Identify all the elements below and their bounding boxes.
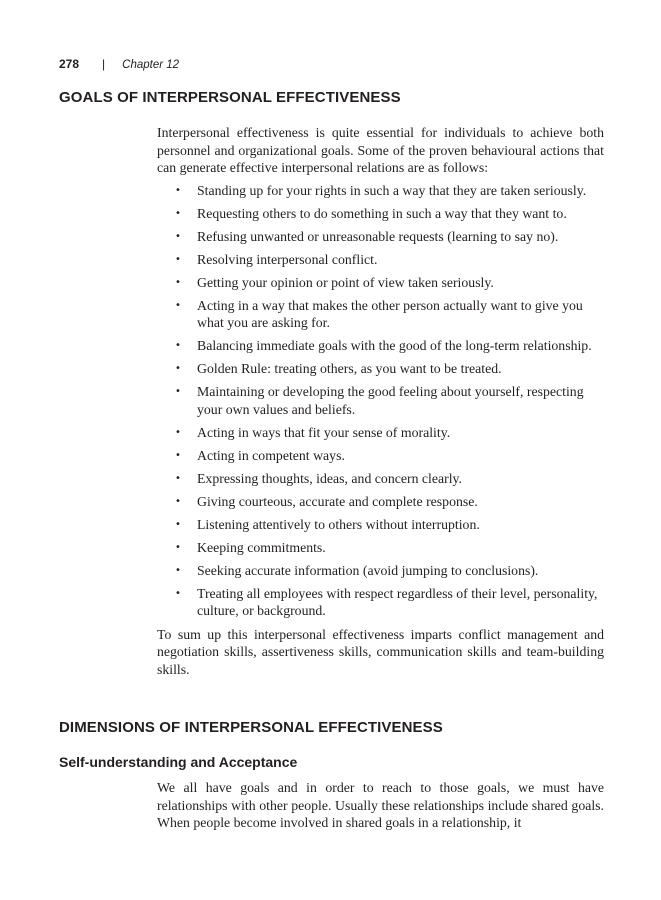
list-item: [157, 516, 604, 534]
list-item-text: Giving courteous, accurate and complete response.: [197, 493, 478, 509]
page-number: 278: [59, 57, 80, 71]
list-item-text: Maintaining or developing the good feeling about yourself, respecting your own values and beliefs.: [197, 384, 584, 417]
list-item: [157, 585, 604, 620]
bullet-icon: •: [175, 207, 181, 219]
list-item-text: Refusing unwanted or unreasonable requests (learning to say no).: [197, 228, 559, 244]
chapter-label: Chapter 12: [122, 59, 180, 71]
list-item: [157, 228, 604, 246]
list-item-text: Expressing thoughts, ideas, and concern clearly.: [197, 470, 462, 486]
list-item: [157, 562, 604, 580]
list-item: [157, 297, 604, 332]
bullet-icon: •: [175, 363, 181, 374]
list-item: [157, 383, 604, 418]
list-item: [157, 274, 604, 292]
bullet-icon: •: [175, 299, 181, 311]
bullet-icon: •: [175, 564, 181, 576]
list-item: [157, 337, 604, 355]
list-item: [157, 447, 604, 465]
list-item-text: Getting your opinion or point of view taken seriously.: [197, 274, 494, 290]
bullet-icon: •: [175, 541, 181, 553]
list-item-text: Acting in ways that fit your sense of morality.: [197, 424, 451, 440]
running-head-divider: |: [102, 57, 106, 71]
bullet-icon: •: [175, 340, 181, 351]
list-item: [157, 251, 604, 269]
self-understanding-paragraph: We all have goals and in order to reach to those goals, we must have relationships with other people. Usually these relationships include shared goals. When people become involved in shared goals in a relationship, it: [157, 780, 604, 830]
list-item-text: Acting in competent ways.: [197, 447, 345, 463]
list-item: [157, 360, 604, 378]
bullet-icon: •: [175, 230, 181, 242]
list-item: [157, 182, 604, 200]
bullet-icon: •: [175, 495, 181, 507]
bullet-icon: •: [175, 426, 181, 438]
bullet-icon: •: [175, 518, 181, 530]
goals-body: [157, 124, 604, 678]
dimensions-body: [157, 779, 604, 832]
list-item: [157, 493, 604, 511]
list-item-text: Seeking accurate information (avoid jumping to conclusions).: [197, 562, 539, 578]
bullet-icon: •: [175, 253, 181, 265]
subheading-self-understanding: Self-understanding and Acceptance: [59, 754, 298, 770]
running-head: [59, 57, 179, 71]
list-item-text: Keeping commitments.: [197, 539, 326, 555]
list-item-text: Resolving interpersonal conflict.: [197, 251, 378, 267]
summary-paragraph: To sum up this interpersonal effectiveness imparts conflict management and negotiation skills, assertiveness skills, communication skills and team-building skills.: [157, 626, 604, 677]
list-item-text: Requesting others to do something in such a way that they want to.: [197, 205, 567, 221]
list-item-text: Acting in a way that makes the other person actually want to give you what you are asking for.: [197, 297, 583, 330]
list-item-text: Standing up for your rights in such a way that they are taken seriously.: [197, 182, 587, 198]
section-heading-goals: GOALS OF INTERPERSONAL EFFECTIVENESS: [59, 89, 401, 106]
list-item-text: Listening attentively to others without interruption.: [197, 516, 480, 532]
list-item-text: Golden Rule: treating others, as you want to be treated.: [197, 361, 502, 376]
intro-paragraph: Interpersonal effectiveness is quite essential for individuals to achieve both personnel and organizational goals. Some of the proven behavioural actions that can generate effective interpersonal relations are as follows:: [157, 125, 604, 175]
list-item: [157, 424, 604, 442]
list-item: [157, 539, 604, 557]
list-item-text: Balancing immediate goals with the good of the long-term relationship.: [197, 338, 592, 353]
bullet-icon: •: [175, 587, 181, 599]
bullet-icon: •: [175, 386, 181, 397]
bullet-icon: •: [175, 449, 181, 461]
bullet-icon: •: [175, 472, 181, 484]
list-item: [157, 470, 604, 488]
section-heading-dimensions: DIMENSIONS OF INTERPERSONAL EFFECTIVENESS: [59, 719, 443, 736]
list-item: [157, 205, 604, 223]
bullet-icon: •: [175, 184, 181, 196]
list-item-text: Treating all employees with respect regardless of their level, personality, culture, or background.: [197, 585, 598, 618]
goals-list: [157, 182, 604, 620]
bullet-icon: •: [175, 276, 181, 288]
